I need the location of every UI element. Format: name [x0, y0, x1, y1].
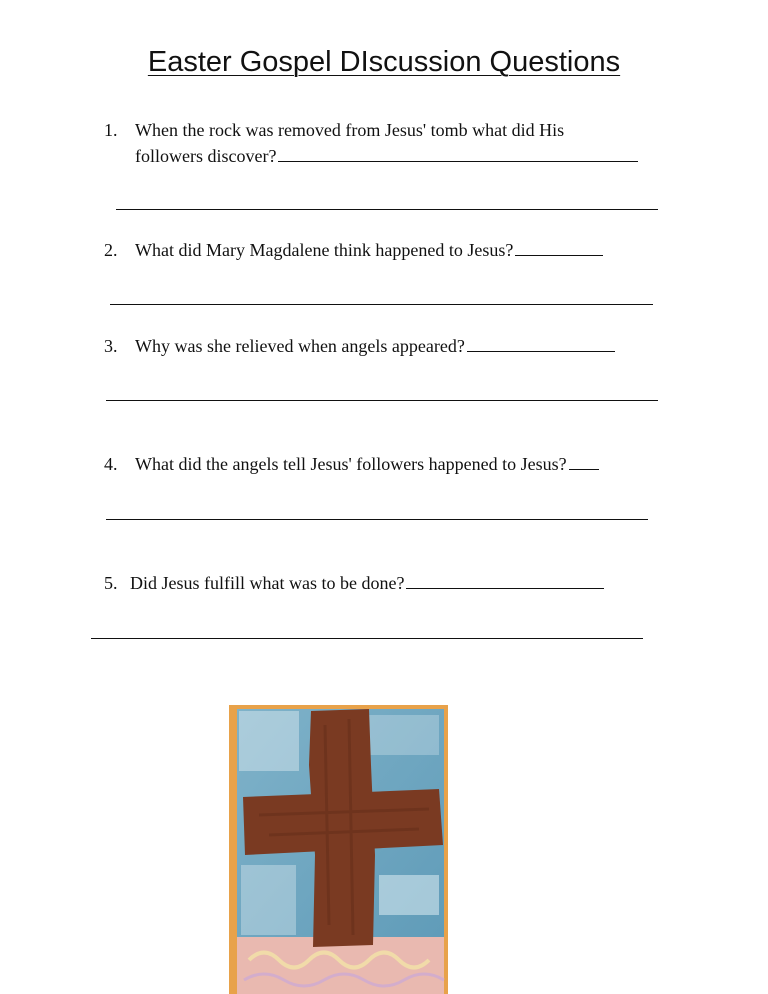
question-number: 4.	[104, 454, 118, 474]
question-number: 5.	[104, 573, 118, 593]
answer-line[interactable]	[91, 638, 643, 639]
question-text: When the rock was removed from Jesus' tomb what did His	[135, 120, 565, 140]
painting-wash	[369, 715, 439, 755]
answer-blank[interactable]	[569, 454, 599, 470]
question-3	[104, 335, 615, 357]
question-1-continued	[135, 145, 638, 167]
painting-wash	[241, 865, 296, 935]
cross-painting-svg	[229, 705, 448, 994]
answer-blank[interactable]	[278, 146, 638, 162]
question-5	[104, 572, 604, 594]
cross-horizontal-beam	[243, 789, 443, 855]
question-text: followers discover?	[135, 146, 277, 166]
question-number: 2.	[104, 240, 118, 260]
answer-line[interactable]	[106, 519, 648, 520]
answer-line[interactable]	[110, 304, 653, 305]
painting-wash	[379, 875, 439, 915]
question-2	[104, 239, 603, 261]
page-title: Easter Gospel DIscussion Questions	[147, 46, 621, 78]
question-1	[104, 119, 564, 141]
question-text: What did the angels tell Jesus' followers happened to Jesus?	[135, 454, 567, 474]
question-text: What did Mary Magdalene think happened to Jesus?	[135, 240, 514, 260]
answer-line[interactable]	[116, 209, 658, 210]
answer-line[interactable]	[106, 400, 658, 401]
answer-blank[interactable]	[406, 573, 604, 589]
answer-blank[interactable]	[515, 240, 603, 256]
question-number: 1.	[104, 120, 118, 140]
question-text: Did Jesus fulfill what was to be done?	[130, 573, 405, 593]
painting-wash	[239, 711, 299, 771]
question-text: Why was she relieved when angels appeared?	[135, 336, 465, 356]
question-4	[104, 453, 599, 475]
question-number: 3.	[104, 336, 118, 356]
cross-painting-image	[229, 705, 448, 994]
answer-blank[interactable]	[467, 336, 615, 352]
